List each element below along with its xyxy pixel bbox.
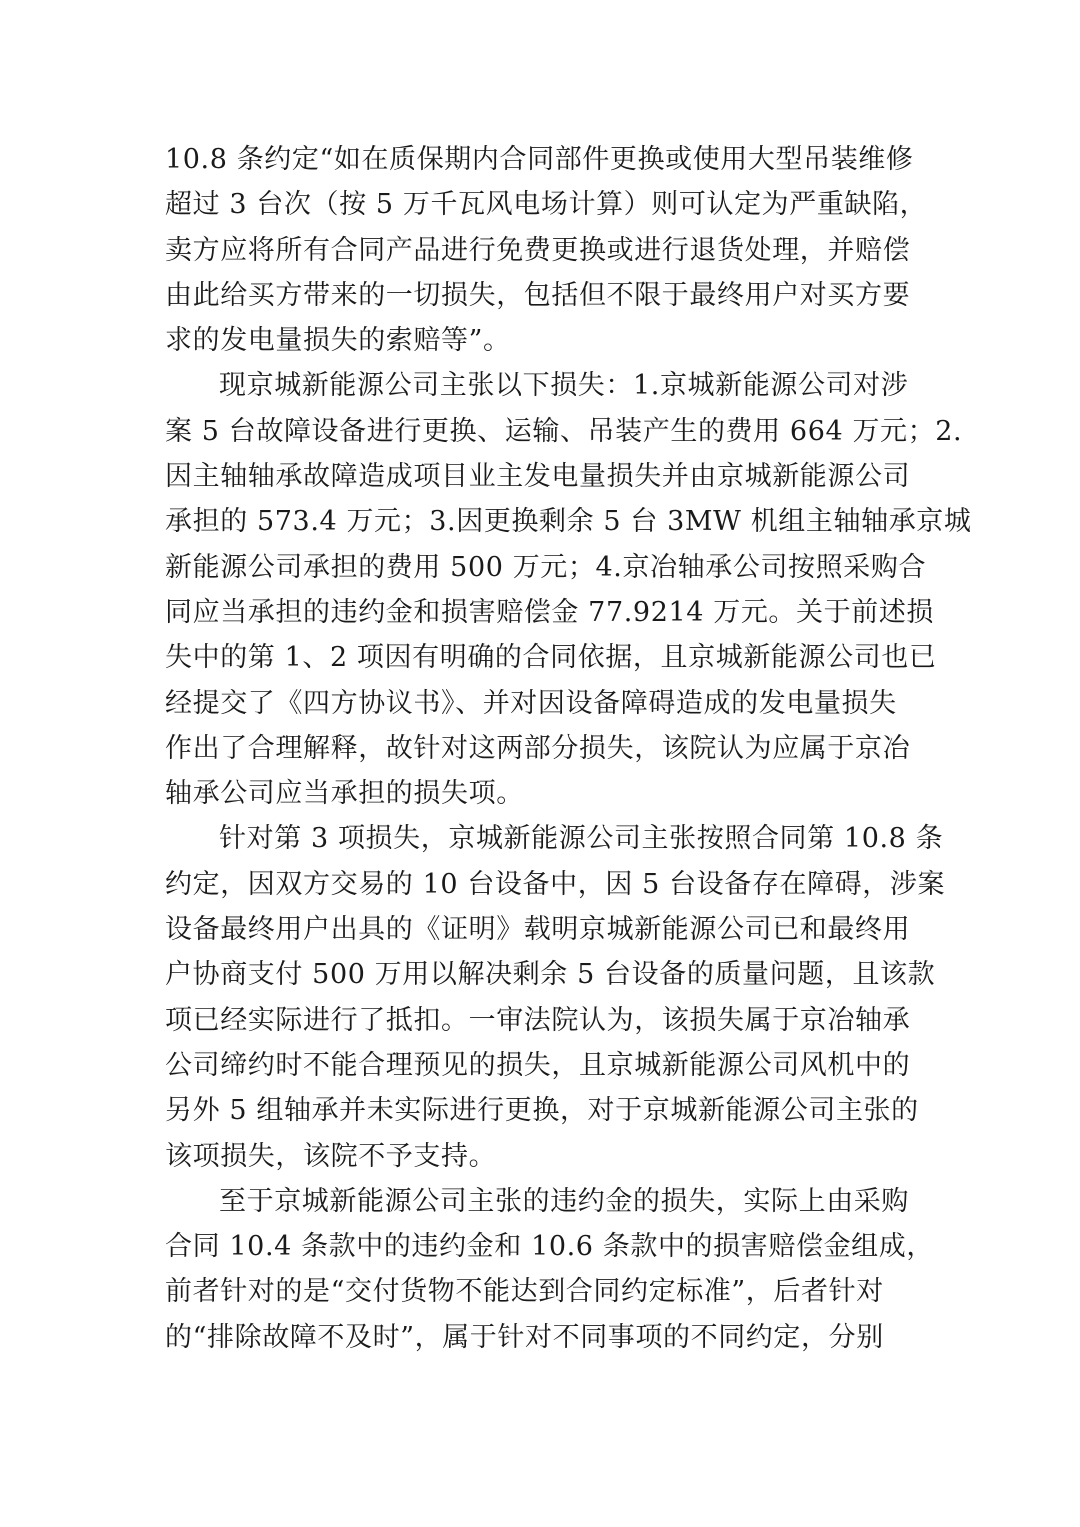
paragraph-start-line: 至于京城新能源公司主张的违约金的损失，实际上由采购 (219, 1185, 909, 1217)
text-line: 超过 3 台次（按 5 万千瓦风电场计算）则可认定为严重缺陷， (165, 189, 928, 221)
text-line: 因主轴轴承故障造成项目业主发电量损失并由京城新能源公司 (165, 461, 911, 493)
text-line: 案 5 台故障设备进行更换、运输、吊装产生的费用 664 万元；2. (165, 415, 963, 447)
body-text (165, 137, 972, 1360)
text-line: 合同 10.4 条款中的违约金和 10.6 条款中的损害赔偿金组成， (165, 1231, 934, 1263)
paragraph-start-line: 现京城新能源公司主张以下损失：1.京城新能源公司对涉 (219, 370, 909, 402)
text-line: 同应当承担的违约金和损害赔偿金 77.9214 万元。关于前述损 (165, 596, 935, 628)
text-line: 由此给买方带来的一切损失，包括但不限于最终用户对买方要 (165, 279, 911, 311)
text-line: 作出了合理解释，故针对这两部分损失，该院认为应属于京冶 (165, 732, 911, 764)
paragraph-start-line: 针对第 3 项损失，京城新能源公司主张按照合同第 10.8 条 (219, 823, 944, 855)
text-line: 该项损失，该院不予支持。 (165, 1140, 497, 1172)
text-line: 新能源公司承担的费用 500 万元；4.京冶轴承公司按照采购合 (165, 551, 927, 583)
text-line: 户协商支付 500 万用以解决剩余 5 台设备的质量问题，且该款 (165, 959, 936, 991)
text-line: 前者针对的是“交付货物不能达到合同约定标准”，后者针对 (165, 1276, 884, 1308)
text-line: 10.8 条约定“如在质保期内合同部件更换或使用大型吊装维修 (165, 144, 914, 175)
text-line: 轴承公司应当承担的损失项。 (165, 778, 524, 810)
text-line: 的“排除故障不及时”，属于针对不同事项的不同约定，分别 (165, 1321, 884, 1353)
text-line: 卖方应将所有合同产品进行免费更换或进行退货处理，并赔偿 (165, 234, 911, 266)
text-line: 约定，因双方交易的 10 台设备中，因 5 台设备存在障碍，涉案 (165, 868, 946, 900)
text-line: 设备最终用户出具的《证明》载明京城新能源公司已和最终用 (165, 914, 911, 946)
text-line: 失中的第 1、2 项因有明确的合同依据，且京城新能源公司也已 (165, 642, 937, 674)
text-line: 求的发电量损失的索赔等”。 (165, 325, 511, 357)
text-line: 公司缔约时不能合理预见的损失，且京城新能源公司风机中的 (165, 1049, 911, 1081)
text-line: 项已经实际进行了抵扣。一审法院认为，该损失属于京冶轴承 (165, 1004, 911, 1036)
text-line: 经提交了《四方协议书》、并对因设备障碍造成的发电量损失 (165, 687, 897, 719)
text-line: 另外 5 组轴承并未实际进行更换，对于京城新能源公司主张的 (165, 1095, 919, 1127)
text-line: 承担的 573.4 万元；3.因更换剩余 5 台 3MW 机组主轴轴承京城 (165, 506, 972, 538)
